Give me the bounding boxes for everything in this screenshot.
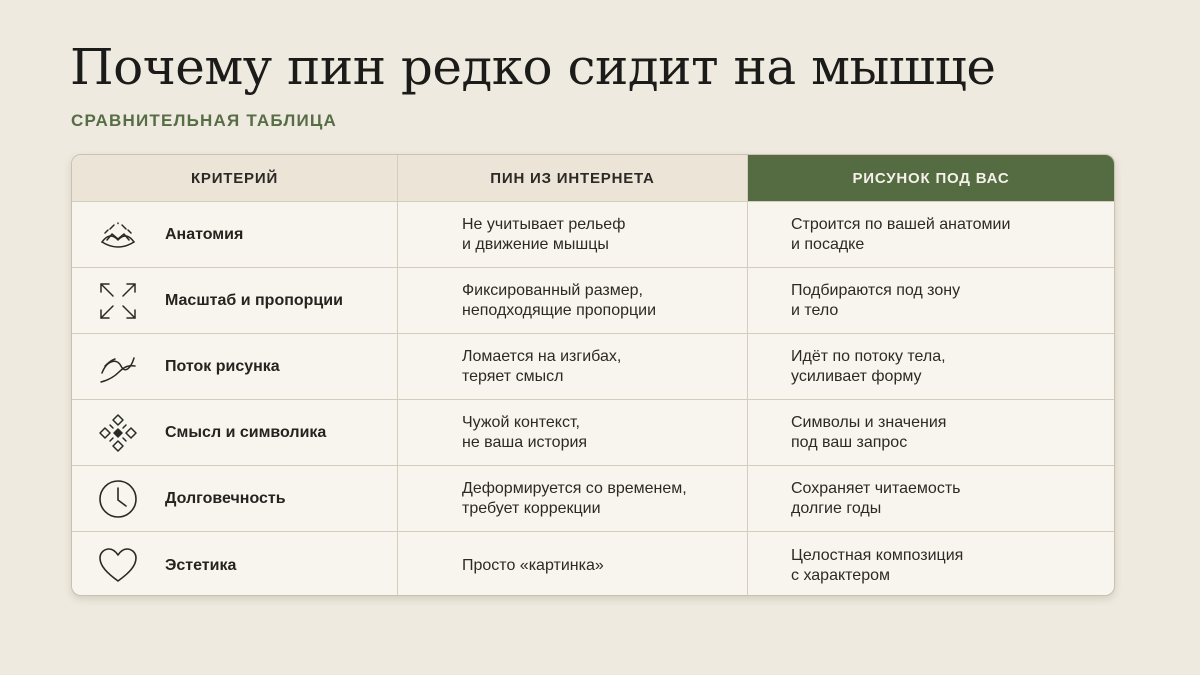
pin-line: теряет смысл (462, 367, 564, 385)
pin-cell (398, 268, 748, 333)
criterion-cell (72, 334, 398, 399)
heart-icon (97, 545, 139, 587)
pin-line: требует коррекции (462, 499, 601, 517)
table-row (72, 202, 1114, 268)
custom-line: Идёт по потоку тела, (791, 347, 946, 365)
clock-icon (97, 478, 139, 520)
table-row (72, 532, 1114, 596)
pin-cell (398, 202, 748, 267)
custom-cell (748, 268, 1114, 333)
flow-lines-icon (97, 346, 139, 388)
criterion-cell (72, 400, 398, 465)
criterion-label: Смысл и символика (165, 423, 327, 441)
criterion-label: Анатомия (165, 225, 244, 243)
scale-arrows-icon (97, 280, 139, 322)
pin-cell (398, 532, 748, 596)
page-subtitle: СРАВНИТЕЛЬНАЯ ТАБЛИЦА (71, 111, 337, 130)
pin-line: Фиксированный размер, (462, 281, 643, 299)
table-row (72, 400, 1114, 466)
table-header-row (72, 155, 1114, 202)
header-criterion: КРИТЕРИЙ (72, 155, 398, 201)
page-title: Почему пин редко сидит на мышце (70, 38, 996, 96)
pin-line: и движение мышцы (462, 235, 609, 253)
criterion-cell (72, 268, 398, 333)
pin-cell (398, 400, 748, 465)
criterion-label: Эстетика (165, 556, 237, 574)
custom-line: Символы и значения (791, 413, 947, 431)
header-pin: ПИН ИЗ ИНТЕРНЕТА (398, 155, 748, 201)
comparison-table (71, 154, 1115, 596)
pin-line: не ваша история (462, 433, 588, 451)
table-row (72, 334, 1114, 400)
custom-line: Целостная композиция (791, 546, 964, 564)
custom-line: и тело (791, 301, 839, 319)
symbol-diamond-icon (97, 412, 139, 454)
pin-line: Чужой контекст, (462, 413, 580, 431)
pin-line: Просто «картинка» (462, 556, 604, 574)
pin-line: Деформируется со временем, (462, 479, 687, 497)
custom-line: Сохраняет читаемость (791, 479, 961, 497)
custom-cell (748, 532, 1114, 596)
custom-line: Строится по вашей анатомии (791, 215, 1011, 233)
custom-line: усиливает форму (791, 367, 922, 385)
criterion-cell (72, 466, 398, 531)
criterion-cell (72, 202, 398, 267)
anatomy-icon (97, 214, 139, 256)
table-row (72, 466, 1114, 532)
pin-cell (398, 334, 748, 399)
custom-line: и посадке (791, 235, 865, 253)
pin-line: Не учитывает рельеф (462, 215, 626, 233)
header-custom: РИСУНОК ПОД ВАС (748, 155, 1114, 201)
pin-line: неподходящие пропорции (462, 301, 657, 319)
table-row (72, 268, 1114, 334)
pin-cell (398, 466, 748, 531)
custom-cell (748, 400, 1114, 465)
criterion-cell (72, 532, 398, 596)
custom-cell (748, 466, 1114, 531)
criterion-label: Масштаб и пропорции (165, 291, 343, 309)
criterion-label: Поток рисунка (165, 357, 280, 375)
custom-cell (748, 334, 1114, 399)
pin-line: Ломается на изгибах, (462, 347, 622, 365)
custom-line: с характером (791, 566, 890, 584)
custom-cell (748, 202, 1114, 267)
custom-line: Подбираются под зону (791, 281, 961, 299)
custom-line: долгие годы (791, 499, 882, 517)
criterion-label: Долговечность (165, 489, 286, 507)
custom-line: под ваш запрос (791, 433, 908, 451)
